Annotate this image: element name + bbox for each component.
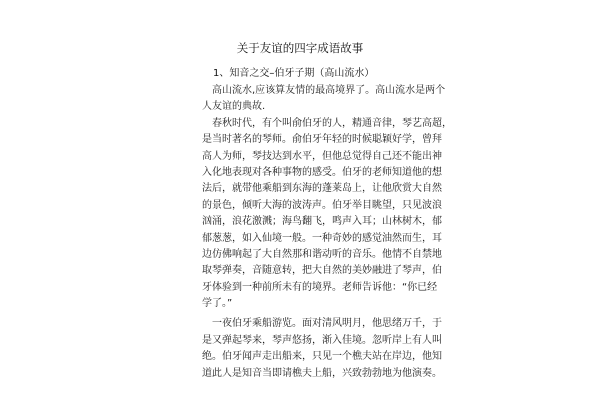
text-line: 高人为师，琴技达到水平，但他总觉得自己还不能出神 [202, 150, 442, 162]
text-line: 道此人是知音当即请樵夫上船，兴致勃勃地为他演奏。 [202, 367, 442, 379]
text-line: 一夜伯牙乘船游览。面对清风明月，他思绪万千，于 [202, 318, 442, 330]
text-line: 汹涌，浪花激溅；海鸟翻飞，鸣声入耳；山林树木，郁 [202, 216, 442, 228]
text-line: 边仿佛响起了大自然那和谐动听的音乐。他情不自禁地 [202, 248, 442, 260]
text-line: 法后，就带他乘船到东海的蓬莱岛上，让他欣赏大自然 [202, 183, 442, 195]
section-heading: 1、知音之交–伯牙子期（高山流水） [213, 68, 375, 79]
text-line: 取琴弹奏，音随意转，把大自然的美妙融进了琴声，伯 [202, 265, 442, 277]
text-line: 郁葱葱，如入仙境一般。一种奇妙的感觉油然而生，耳 [202, 232, 442, 244]
text-line: 的景色，倾听大海的波涛声。伯牙举目眺望，只见波浪 [202, 199, 442, 211]
text-line: 绝。伯牙闻声走出船来，只见一个樵夫站在岸边，他知 [202, 351, 442, 363]
text-line: 学了。” [202, 298, 233, 310]
document-title: 关于友谊的四字成语故事 [236, 41, 364, 55]
text-line: 是又弹起琴来，琴声悠扬，渐入佳境。忽听岸上有人叫 [202, 334, 442, 346]
text-line: 牙体验到一种前所未有的境界。老师告诉他：“你已经 [202, 281, 438, 293]
text-line: 是当时著名的琴师。俞伯牙年轻的时候聪颖好学，曾拜 [202, 134, 442, 146]
text-line: 入化地表现对各种事物的感受。伯牙的老师知道他的想 [202, 166, 442, 178]
story-body [202, 83, 452, 382]
text-line: 春秋时代，有个叫俞伯牙的人，精通音律，琴艺高超， [202, 117, 452, 129]
text-line: 高山流水,应该算友情的最高境界了。高山流水是两个 [202, 85, 446, 96]
text-line: 人友谊的典故. [202, 101, 266, 113]
